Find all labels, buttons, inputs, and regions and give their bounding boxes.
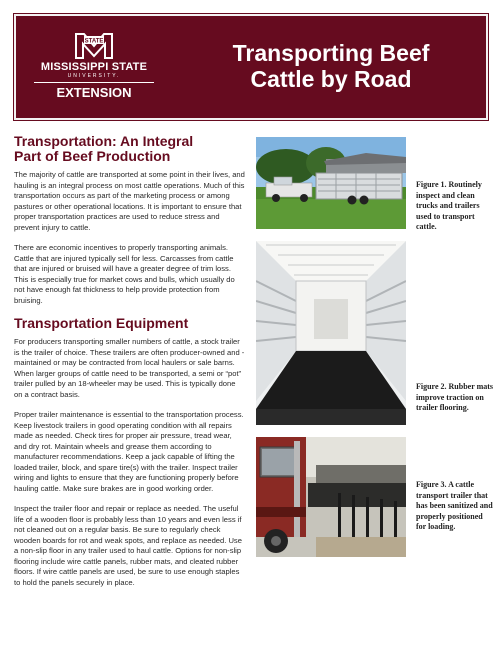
paragraph: The majority of cattle are transported at some point in their lives, and hauling is an integral process on most cattle operations. Much of this transportation occurs as part of the marketing process or among pastures or other operational locations. It is important to ensure that proper transportation practices are used to reduce stress and prevent injury to cattle. <box>14 170 245 232</box>
figure-1-photo <box>256 137 406 229</box>
truck-trailer-illustration <box>256 137 406 229</box>
figure-2-photo <box>256 241 406 425</box>
figure-3-photo <box>256 437 406 557</box>
page-title-line-2: Cattle by Road <box>250 66 412 92</box>
header-banner <box>14 14 488 120</box>
msu-extension-logo <box>24 30 164 110</box>
paragraph: For producers transporting smaller numbers of cattle, a stock trailer is the trailer of choice. These trailers are often producer-owned and -maintained or may be contracted from local haulers or sale barns. When larger groups of cattle need to be transported, a semi or “pot” trailer pulled by an 18-wheeler may be used. This is typically done on a contract basis. <box>14 337 245 399</box>
section-heading-line: Transportation Equipment <box>14 315 189 331</box>
logo-extension-word: EXTENSION <box>56 85 132 100</box>
section-heading-equipment <box>14 316 246 331</box>
section-heading-line: Transportation: An Integral <box>14 133 194 149</box>
section-heading-line: Part of Beef Production <box>14 148 171 164</box>
trailer-interior-illustration <box>256 241 406 425</box>
msu-m-shield-icon <box>72 30 116 60</box>
page-title-line-1: Transporting Beef <box>232 40 430 66</box>
shield-text: STATE <box>84 38 104 45</box>
paragraph: There are economic incentives to properly transporting animals. Cattle that are injured typically sell for less. Carcasses from cattle that are injured or bruised will have a greater degree of trim loss. This is especially true for market cows and bulls, which usually do not have enough fat thickness to help provide protection from bruising. <box>14 243 235 305</box>
figure-3-caption: Figure 3. A cattle transport trailer that has been sanitized and properly positioned for loading. <box>416 480 493 531</box>
logo-university-name: MISSISSIPPI STATE <box>40 61 148 73</box>
paragraph: Inspect the trailer floor and repair or replace as needed. The useful life of a wooden floor is probably less than 10 years and even less if not cleaned out on a regular basis. Be sure to regularly check wooden boards for rot and weak spots, and replace as needed. Use a non-slip floor in any trailer used to haul cattle. Options for non-slip flooring include wire cattle panels, rubber mats, and cleated rubber floors. If wire cattle panels are used, be sure to use enough staples to hold the panels securely in place. <box>14 504 242 587</box>
page-title <box>176 40 486 92</box>
figure-1-caption: Figure 1. Routinely inspect and clean trucks and trailers used to transport cattle. <box>416 180 482 231</box>
section-heading-integral <box>14 134 246 164</box>
figure-2-caption: Figure 2. Rubber mats improve traction on trailer flooring. <box>416 382 494 412</box>
paragraph: Proper trailer maintenance is essential to the transportation process. Keep livestock trailers in good operating condition with all repairs made as needed. Check tires for proper air pressure, tread wear, and dry rot. Maintain wheels and grease them according to manufacturer recommendations. Keep a jack capable of lifting the loaded trailer, block, and spare tire(s) with the trailer. Inspect trailer wiring and lights to ensure that they are functioning properly before hauling cattle. Make sure brakes are in good working order. <box>14 410 244 493</box>
article-text-column <box>14 134 246 598</box>
logo-divider <box>34 82 154 83</box>
logo-university-word: UNIVERSITY. <box>67 73 121 79</box>
semi-trailer-illustration <box>256 437 406 557</box>
